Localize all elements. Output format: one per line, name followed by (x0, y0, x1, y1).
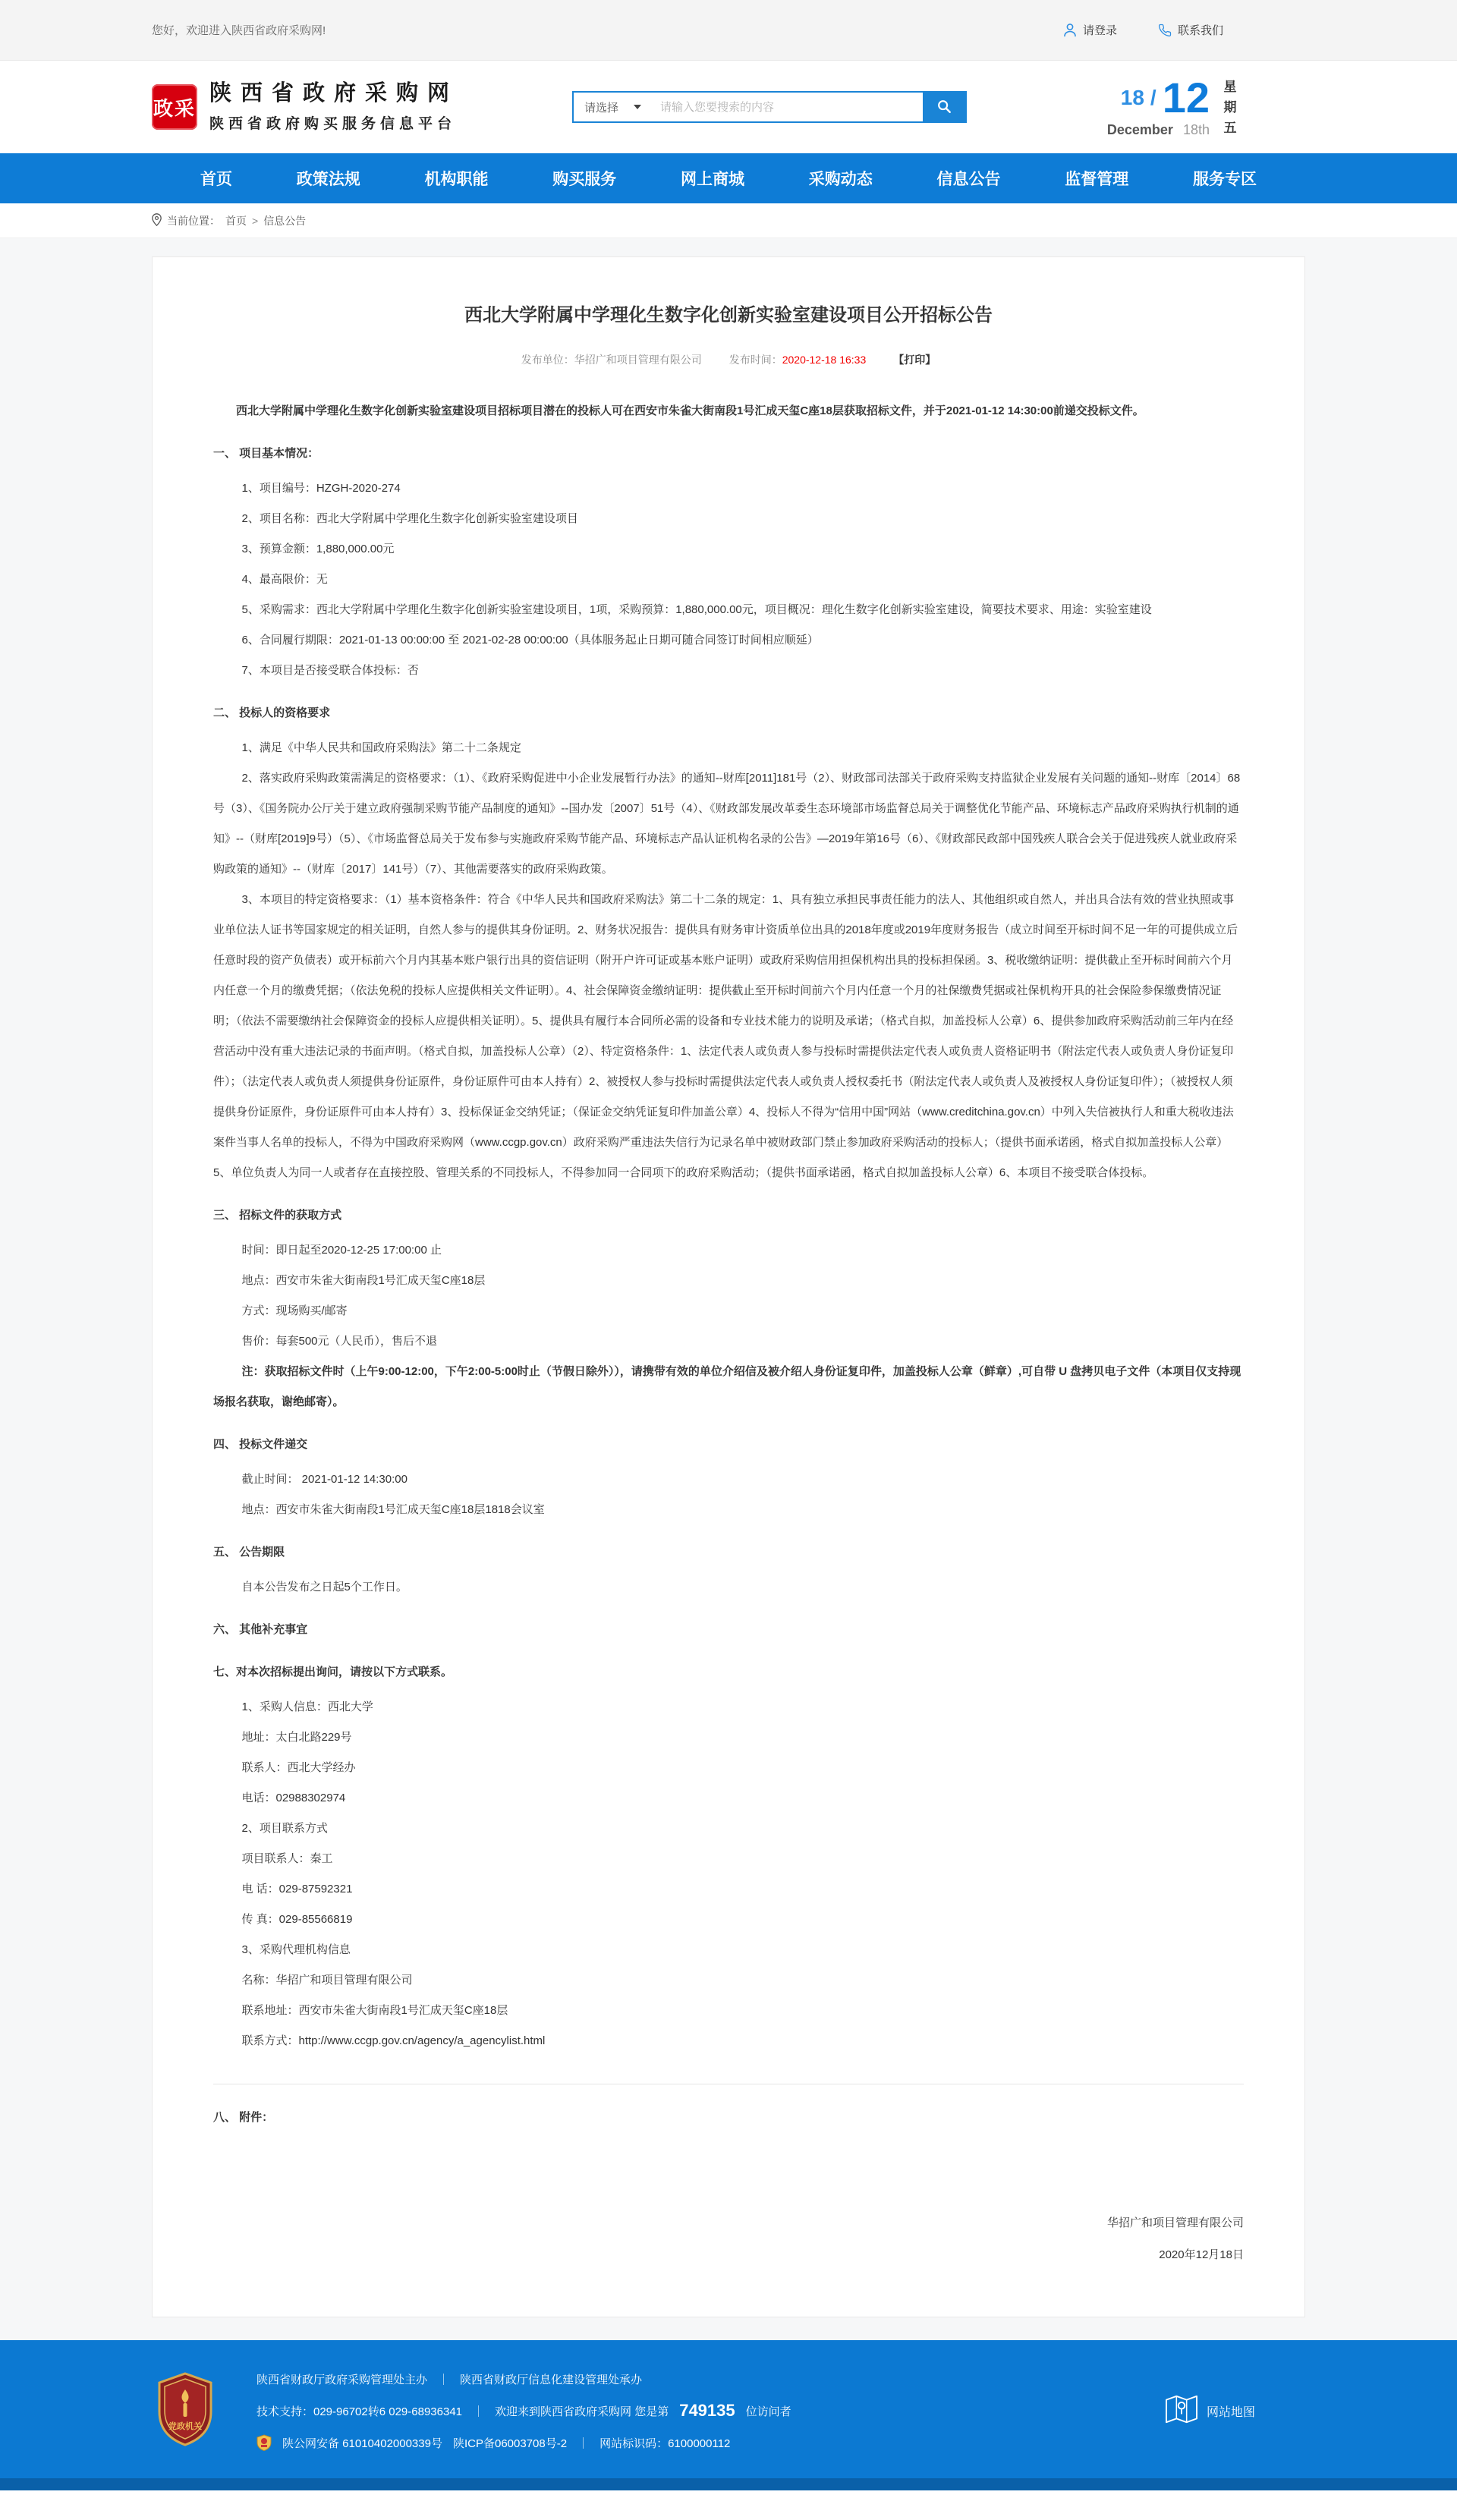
footer-host: 陕西省财政厅政府采购管理处主办 (256, 2373, 428, 2386)
contact-button[interactable] (1158, 22, 1223, 38)
nav-item[interactable]: 购买服务 (552, 171, 617, 188)
location-pin-icon (152, 213, 162, 228)
contact-label: 联系我们 (1177, 24, 1223, 37)
security-record: 陕公网安备 61010402000339号 (282, 2437, 442, 2450)
topbar (0, 0, 1457, 61)
nav-item[interactable]: 机构职能 (424, 171, 489, 188)
article-paragraph: 二、 投标人的资格要求 (213, 706, 331, 719)
visitor-count: 749135 (679, 2401, 735, 2420)
signature-company: 华招广和项目管理有限公司 (1106, 2216, 1244, 2229)
article-paragraph: 1、项目编号：HZGH-2020-274 (241, 482, 401, 495)
search-category-select[interactable] (574, 93, 659, 121)
nav-item[interactable]: 政策法规 (296, 171, 360, 188)
nav-item[interactable]: 首页 (200, 171, 232, 188)
footer-separator: ｜ (473, 2405, 485, 2418)
article-paragraph: 2、项目名称：西北大学附属中学理化生数字化创新实验室建设项目 (241, 512, 578, 525)
signature-block (213, 2207, 1244, 2271)
nav-item[interactable]: 服务专区 (1193, 171, 1257, 188)
article-paragraph: 7、本项目是否接受联合体投标：否 (241, 664, 419, 677)
site-footer (0, 2340, 1457, 2490)
search-box (572, 91, 967, 123)
site-logo[interactable] (152, 81, 458, 132)
article-paragraph: 电话：02988302974 (241, 1792, 346, 1804)
search-input[interactable] (659, 93, 923, 121)
article-paragraph: 八、 附件： (213, 2111, 274, 2124)
article-meta (213, 352, 1244, 367)
article-paragraph: 方式：现场购买/邮寄 (241, 1304, 348, 1317)
footer-organizer: 陕西省财政厅信息化建设管理处承办 (460, 2373, 643, 2386)
footer-info (256, 2363, 791, 2459)
article-paragraph: 售价：每套500元（人民币），售后不退 (241, 1335, 438, 1348)
article-paragraph: 六、 其他补充事宜 (213, 1623, 308, 1636)
date-widget (1106, 73, 1238, 138)
article-paragraph: 五、 公告期限 (213, 1546, 285, 1559)
main-navbar (0, 153, 1457, 203)
logo-seal-icon: 政采 (152, 84, 197, 130)
page-background (0, 238, 1457, 2340)
search-button[interactable] (923, 93, 965, 121)
article-paragraph: 1、采购人信息：西北大学 (241, 1700, 373, 1713)
site-title: 陕西省政府采购网 (209, 81, 459, 106)
user-icon (1063, 23, 1077, 37)
chevron-down-icon (634, 105, 641, 109)
welcome-text: 您好，欢迎进入陕西省政府采购网! (152, 24, 326, 37)
article-paragraph: 项目联系人：秦工 (241, 1852, 333, 1865)
article-paragraph: 地址：太白北路229号 (241, 1731, 352, 1744)
article-paragraph: 地点：西安市朱雀大街南段1号汇成天玺C座18层 (241, 1274, 486, 1287)
article-paragraph: 地点：西安市朱雀大街南段1号汇成天玺C座18层1818会议室 (241, 1503, 545, 1516)
article-paragraph: 6、合同履行期限：2021-01-13 00:00:00 至 2021-02-28 00:00:00（具体服务起止日期可随合同签订时间相应顺延） (241, 634, 819, 647)
date-day: 18 (1120, 85, 1144, 109)
publish-time-value: 2020-12-18 16:33 (782, 354, 867, 366)
footer-welcome: 欢迎来到陕西省政府采购网 您是第 (495, 2405, 669, 2418)
topbar-actions (1063, 22, 1223, 38)
footer-visitor-suffix: 位访问者 (745, 2405, 791, 2418)
sitemap-button[interactable] (1164, 2393, 1255, 2429)
site-header (0, 61, 1457, 153)
article-paragraph: 电 话：029-87592321 (241, 1883, 353, 1896)
nav-item[interactable]: 网上商城 (681, 171, 744, 188)
article-paragraph: 截止时间： 2021-01-12 14:30:00 (241, 1473, 408, 1486)
login-label: 请登录 (1082, 24, 1117, 37)
date-month: 12 (1162, 73, 1210, 121)
publisher-label: 发布单位： (521, 354, 574, 366)
date-ordinal: 18th (1182, 121, 1210, 137)
article-paragraph: 自本公告发布之日起5个工作日。 (241, 1581, 408, 1593)
article-paragraph: 名称：华招广和项目管理有限公司 (241, 1974, 413, 1987)
site-subtitle: 陕西省政府购买服务信息平台 (209, 115, 457, 132)
breadcrumb: 当前位置： (167, 214, 220, 227)
sitemap-label: 网站地图 (1206, 2405, 1255, 2419)
party-government-emblem-icon (156, 2371, 214, 2451)
article-paragraph: 一、 项目基本情况： (213, 447, 319, 460)
breadcrumb-home-link[interactable]: 首页 (225, 214, 247, 227)
article-paragraph: 1、满足《中华人民共和国政府采购法》第二十二条规定 (241, 741, 521, 754)
article-paragraph: 联系地址：西安市朱雀大街南段1号汇成天玺C座18层 (241, 2004, 508, 2017)
sitemap-icon (1164, 2393, 1199, 2429)
publisher-value: 华招广和项目管理有限公司 (574, 354, 702, 366)
article-paragraph: 3、预算金额：1,880,000.00元 (241, 543, 395, 555)
breadcrumb-current: 信息公告 (263, 214, 307, 227)
article-paragraph: 3、本项目的特定资格要求：（1）基本资格条件：符合《中华人民共和国政府采购法》第二十二条的规定：1、具有独立承担民事责任能力的法人、其他组织或自然人，并出具合法有效的营业执照或事业单位法人证书等国家规定的相关证明，自然人参与的提供其身份证明。2、财务状况报告：提供具有财务审计资质单位出具的2018年度或2019年度财务报告（成立时间至开标时间不足一年的可提供成立后任意时段的资产负债表）或开标前六个月内其基本账户银行出具的资信证明（附开户许可证或基本账户证明）或政府采购信用担保机构出具的投标担保函。3、税收缴纳证明：提供截止至开标时间前六个月内任意一个月的缴费凭据；（依法免税的投标人应提供相关文件证明）。4、社会保障资金缴纳证明：提供截止至开标时间前六个月内任意一个月的社保缴费凭据或社保机构开具的社会保险参保缴费情况证明；（依法不需要缴纳社会保障资金的投标人应提供相关证明）。5、提供具有履行本合同所必需的设备和专业技术能力的说明及承诺；（格式自拟，加盖投标人公章）6、提供参加政府采购活动前三年内在经营活动中没有重大违法记录的书面声明。（格式自拟，加盖投标人公章）（2）、特定资格条件：1、法定代表人或负责人参与投标时需提供法定代表人或负责人资格证明书（附法定代表人或负责人身份证复印件）；（法定代表人或负责人须提供身份证原件，身份证原件可由本人持有）2、被授权人参与投标时需提供法定代表人或负责人授权委托书（附法定代表人或负责人及被授权人身份证复印件）；（被授权人须提供身份证原件，身份证原件可由本人持有）3、投标保证金交纳凭证；（保证金交纳凭证复印件加盖公章）4、投标人不得为“信用中国”网站（www.creditchina.gov.cn）中列入失信被执行人和重大税收违法案件当事人名单的投标人，不得为中国政府采购网（www.ccgp.gov.cn）政府采购严重违法失信行为记录名单中被财政部门禁止参加政府采购活动的投标人；（提供书面承诺函，格式自拟加盖投标人公章）5、单位负责人为同一人或者存在直接控股、管理关系的不同投标人，不得参加同一合同项下的政府采购活动；（提供书面承诺函，格式自拟加盖投标人公章）6、本项目不接受联合体投标。 (213, 893, 1238, 1179)
search-icon (936, 99, 952, 116)
nav-items (152, 153, 1305, 203)
date-weekday: 星期五 (1223, 79, 1237, 135)
signature-date: 2020年12月18日 (1159, 2248, 1244, 2261)
article-paragraph: 联系人：西北大学经办 (241, 1761, 356, 1774)
login-button[interactable] (1063, 22, 1117, 38)
article-paragraph: 三、 招标文件的获取方式 (213, 1209, 342, 1222)
article-paragraph: 注：获取招标文件时（上午9:00-12:00，下午2:00-5:00时止（节假日除外）），请携带有效的单位介绍信及被介绍人身份证复印件，加盖投标人公章（鲜章）,可自带 U 盘拷贝电子文件（本项目仅支持现场报名获取，谢绝邮寄）。 (213, 1365, 1241, 1408)
site-code: 网站标识码：6100000112 (599, 2437, 731, 2450)
date-month-name: December (1106, 121, 1173, 137)
page-title: 西北大学附属中学理化生数字化创新实验室建设项目公开招标公告 (464, 305, 993, 326)
phone-icon (1158, 24, 1172, 37)
nav-item[interactable]: 监督管理 (1065, 171, 1129, 188)
article-paragraph: 西北大学附属中学理化生数字化创新实验室建设项目招标项目潜在的投标人可在西安市朱雀大街南段1号汇成天玺C座18层获取招标文件，并于2021-01-12 14:30:00前递交投标文件。 (236, 404, 1144, 417)
article-paragraph: 5、采购需求：西北大学附属中学理化生数字化创新实验室建设项目，1项，采购预算：1,880,000.00元，项目概况：理化生数字化创新实验室建设，简要技术要求、用途：实验室建设 (241, 603, 1152, 616)
date-slash: / (1150, 85, 1156, 109)
search-category-value: 请选择 (584, 101, 619, 115)
article-paragraph: 时间：即日起至2020-12-25 17:00:00 止 (241, 1244, 442, 1257)
nav-item[interactable]: 采购动态 (808, 171, 873, 188)
footer-bottom-strip (0, 2478, 1457, 2490)
publish-time-label: 发布时间： (728, 354, 782, 366)
police-badge-icon (256, 2434, 272, 2451)
icp-record: 陕ICP备06003708号-2 (452, 2437, 568, 2450)
article-paragraph: 七、对本次招标提出询问，请按以下方式联系。 (213, 1666, 453, 1678)
emblem-caption: 党政机关 (168, 2421, 202, 2431)
footer-separator: ｜ (438, 2373, 450, 2386)
article-card (152, 256, 1305, 2317)
footer-tech-support: 技术支持：029-96702转6 029-68936341 (256, 2405, 463, 2418)
article-paragraph: 四、 投标文件递交 (213, 1438, 308, 1451)
breadcrumb-bar (0, 203, 1457, 238)
nav-item[interactable]: 信息公告 (936, 171, 1001, 188)
article-paragraph: 联系方式：http://www.ccgp.gov.cn/agency/a_agencylist.html (241, 2034, 546, 2047)
breadcrumb-separator: > (252, 214, 259, 227)
article-paragraph: 2、落实政府采购政策需满足的资格要求：（1）、《政府采购促进中小企业发展暂行办法》的通知--财库[2011]181号（2）、财政部司法部关于政府采购支持监狱企业发展有关问题的通知--财库〔2014〕68号（3）、《国务院办公厅关于建立政府强制采购节能产品制度的通知》--国办发〔2007〕51号（4）、《财政部发展改革委生态环境部市场监督总局关于调整优化节能产品、环境标志产品政府采购执行机制的通知》--（财库[2019]9号）（5）、《市场监督总局关于发布参与实施政府采购节能产品、环境标志产品认证机构名录的公告》—2019年第16号（6）、《财政部民政部中国残疾人联合会关于促进残疾人就业政府采购政策的通知》--（财库〔2017〕141号）（7）、其他需要落实的政府采购政策。 (213, 772, 1241, 876)
article-paragraph: 2、项目联系方式 (241, 1822, 328, 1835)
search-group (572, 91, 967, 123)
footer-separator: ｜ (577, 2437, 590, 2450)
print-button[interactable]: 【打印】 (893, 354, 936, 366)
article-paragraph: 3、采购代理机构信息 (241, 1943, 351, 1956)
article-body (213, 396, 1244, 2133)
article-paragraph: 传 真：029-85566819 (241, 1913, 353, 1926)
article-paragraph: 4、最高限价：无 (241, 573, 328, 586)
